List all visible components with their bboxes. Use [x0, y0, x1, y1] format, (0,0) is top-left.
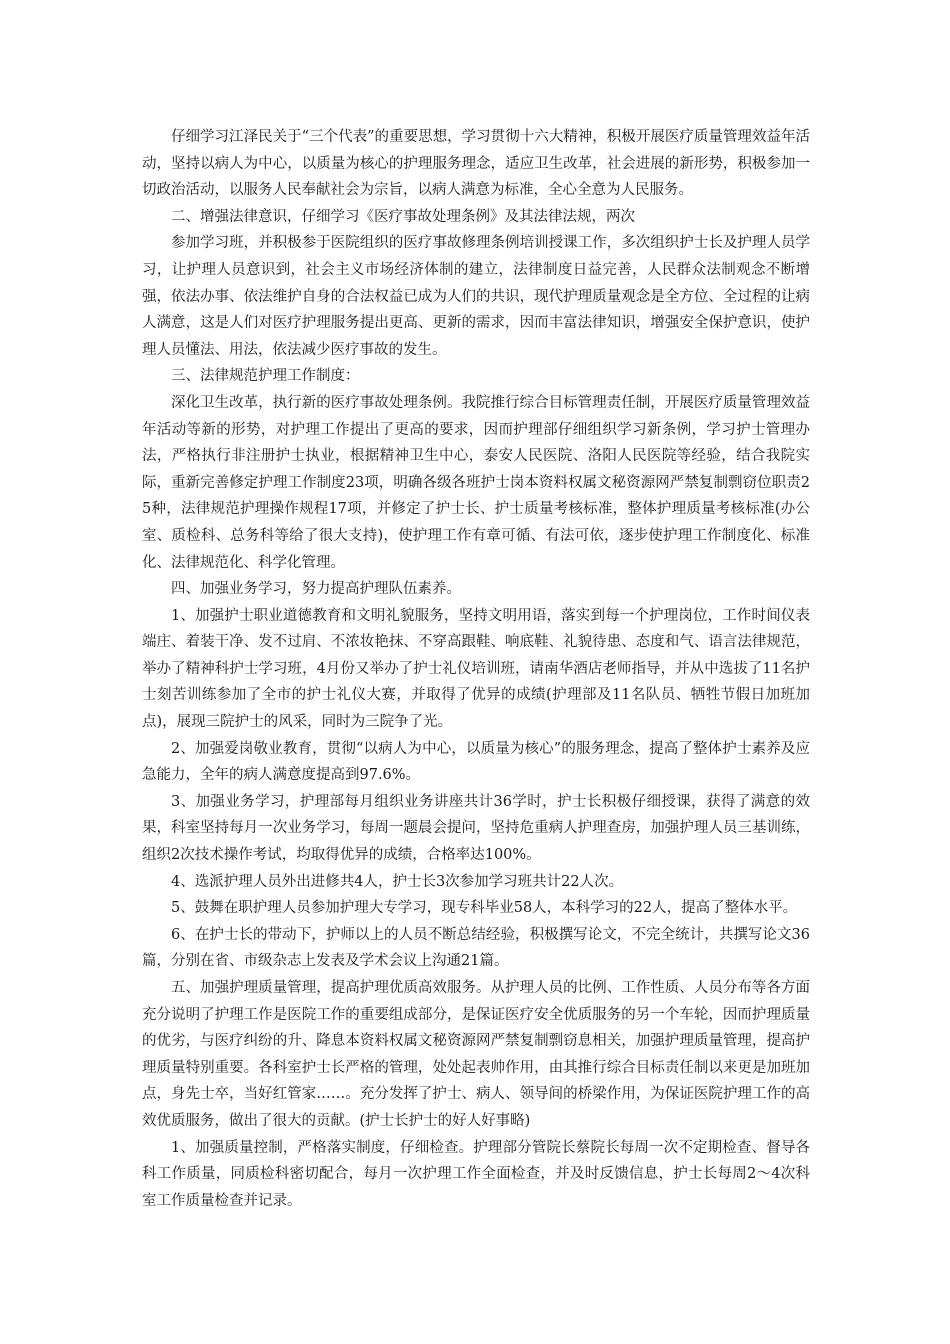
- list-item: 1、加强护士职业道德教育和文明礼貌服务，坚持文明用语，落实到每一个护理岗位，工作时间仪表端庄、着装干净、发不过肩、不浓妆艳抹、不穿高跟鞋、响底鞋、礼貌待患、态度和气、语言法律规范，举办了精神科护士学习班，4月份又举办了护士礼仪培训班，请南华酒店老师指导，并从中选拔了11名护士刻苦训练参加了全市的护士礼仪大赛，并取得了优异的成绩(护理部及11名队员、牺牲节假日加班加点)，展现三院护士的风采，同时为三院争了光。: [142, 607, 810, 731]
- paragraph: 仔细学习江泽民关于“三个代表”的重要思想，学习贯彻十六大精神，积极开展医疗质量管理效益年活动，坚持以病人为中心，以质量为核心的护理服务理念，适应卫生改革，社会进展的新形势，积极参加一切政治活动，以服务人民奉献社会为宗旨，以病人满意为标准，全心全意为人民服务。: [142, 129, 810, 199]
- list-item: 6、在护士长的带动下，护师以上的人员不断总结经验，积极撰写论文，不完全统计，共撰写论文36篇，分别在省、市级杂志上发表及学术会议上沟通21篇。: [142, 926, 810, 970]
- section-heading-four: 四、加强业务学习，努力提高护理队伍素养。: [171, 581, 461, 598]
- paragraph: 参加学习班，并积极参于医院组织的医疗事故修理条例培训授课工作，多次组织护士长及护理人员学习，让护理人员意识到，社会主义市场经济体制的建立，法律制度日益完善，人民群众法制观念不断增强，依法办事、依法维护自身的合法权益已成为人们的共识，现代护理质量观念是全方位、全过程的让病人满意，这是人们对医疗护理服务提出更高、更新的需求，因而丰富法律知识，增强安全保护意识，使护理人员懂法、用法，依法减少医疗事故的发生。: [142, 235, 810, 358]
- section-paragraph-five: 五、加强护理质量管理，提高护理优质高效服务。从护理人员的比例、工作性质、人员分布等各方面充分说明了护理工作是医院工作的重要组成部分，是保证医疗安全优质服务的另一个车轮，因而护理质量的优劣，与医疗纠纷的升、降息本资料权属文秘资源网严禁复制剽窃息相关，加强护理质量管理，提高护理质量特别重要。各科室护士长严格的管理，处处起表帅作用，由其推行综合目标责任制以来更是加班加点，身先士卒，当好红管家……。充分发挥了护士、病人、领导间的桥梁作用，为保证医院护理工作的高效优质服务，做出了很大的贡献。(护士长护士的好人好事略): [142, 980, 810, 1129]
- section-heading-two: 二、增强法律意识，仔细学习《医疗事故处理条例》及其法律法规，两次: [171, 208, 635, 225]
- section-heading-three: 三、法律规范护理工作制度：: [171, 368, 360, 385]
- list-item: 2、加强爱岗敬业教育，贯彻“以病人为中心，以质量为核心”的服务理念，提高了整体护士素养及应急能力，全年的病人满意度提高到97.6%。: [142, 740, 810, 784]
- list-item: 5、鼓舞在职护理人员参加护理大专学习，现专科毕业58人，本科学习的22人，提高了整体水平。: [171, 900, 798, 917]
- list-item: 4、选派护理人员外出进修共4人，护士长3次参加学习班共计22人次。: [171, 873, 624, 890]
- paragraph: 深化卫生改革，执行新的医疗事故处理条例。我院推行综合目标管理责任制，开展医疗质量管理效益年活动等新的形势，对护理工作提出了更高的要求，因而护理部仔细组织学习新条例，学习护士管理办法，严格执行非注册护士执业，根据精神卫生中心，泰安人民医院、洛阳人民医院等经验，结合我院实际，重新完善修定护理工作制度23项，明确各级各班护士岗本资料权属文秘资源网严禁复制剽窃位职责25种，法律规范护理操作规程17项，并修定了护士长、护士质量考核标准，整体护理质量考核标准(办公室、质检科、总务科等给了很大支持)，使护理工作有章可循、有法可依，逐步使护理工作制度化、标准化、法律规范化、科学化管理。: [142, 394, 810, 571]
- list-item: 3、加强业务学习，护理部每月组织业务讲座共计36学时，护士长积极仔细授课，获得了满意的效果，科室坚持每月一次业务学习，每周一题晨会提问，坚持危重病人护理查房，加强护理人员三基训练，组织2次技术操作考试，均取得优异的成绩，合格率达100%。: [142, 793, 810, 864]
- document-body: [142, 124, 810, 1214]
- list-item: 1、加强质量控制，严格落实制度，仔细检查。护理部分管院长蔡院长每周一次不定期检查、督导各科工作质量，同质检科密切配合，每月一次护理工作全面检查，并及时反馈信息，护士长每周2～4次科室工作质量检查并记录。: [142, 1139, 810, 1209]
